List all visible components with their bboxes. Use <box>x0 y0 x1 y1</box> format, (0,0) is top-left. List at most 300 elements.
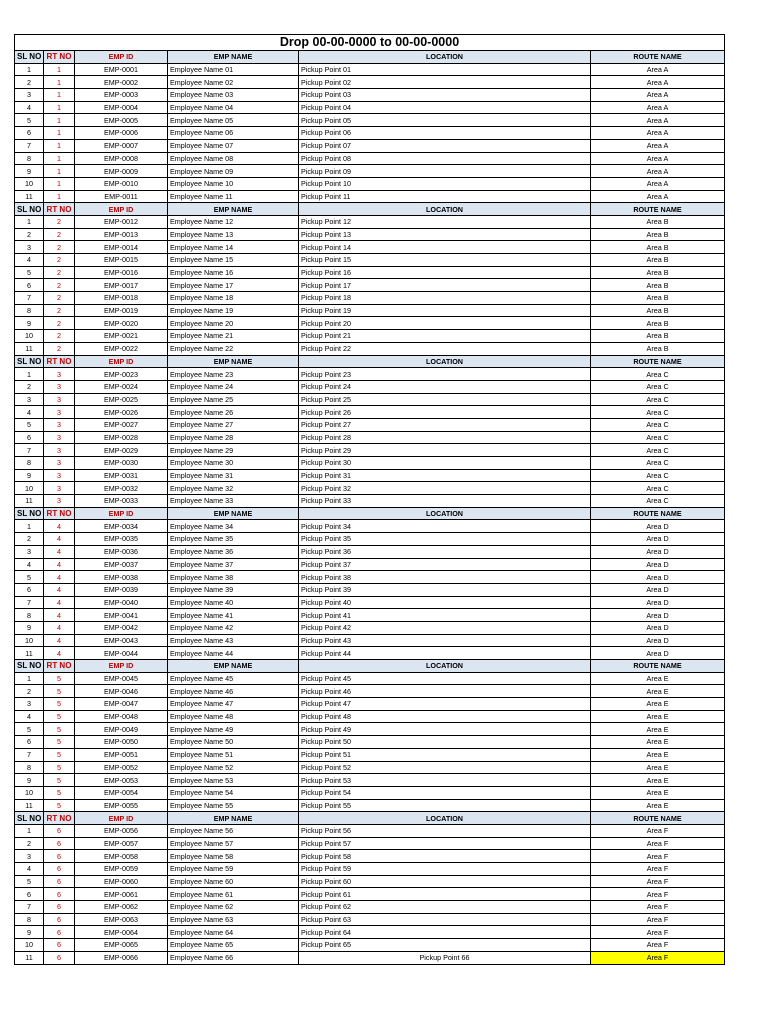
emp-id-cell: EMP-0052 <box>75 761 168 774</box>
sl-no-cell: 5 <box>15 266 44 279</box>
route-name-cell: Area B <box>591 228 725 241</box>
emp-id-cell: EMP-0008 <box>75 152 168 165</box>
sl-no-cell: 8 <box>15 304 44 317</box>
emp-name-cell: Employee Name 06 <box>168 127 299 140</box>
sl-no-cell: 9 <box>15 165 44 178</box>
emp-id-header: EMP ID <box>75 203 168 216</box>
sl-no-header: SL NO <box>15 507 44 520</box>
emp-name-header: EMP NAME <box>168 660 299 673</box>
emp-name-cell: Employee Name 31 <box>168 469 299 482</box>
table-row <box>15 63 725 76</box>
route-name-cell: Area B <box>591 279 725 292</box>
header-row <box>15 51 725 64</box>
route-name-cell: Area C <box>591 495 725 508</box>
emp-id-cell: EMP-0025 <box>75 393 168 406</box>
location-cell: Pickup Point 22 <box>299 342 591 355</box>
emp-name-cell: Employee Name 36 <box>168 545 299 558</box>
route-name-cell: Area A <box>591 127 725 140</box>
route-no-cell: 4 <box>44 621 75 634</box>
emp-id-cell: EMP-0048 <box>75 710 168 723</box>
location-cell: Pickup Point 27 <box>299 418 591 431</box>
route-name-cell: Area B <box>591 292 725 305</box>
location-cell: Pickup Point 47 <box>299 698 591 711</box>
sl-no-cell: 8 <box>15 761 44 774</box>
sl-no-cell: 10 <box>15 330 44 343</box>
emp-name-cell: Employee Name 27 <box>168 418 299 431</box>
route-name-cell: Area D <box>591 609 725 622</box>
sl-no-cell: 2 <box>15 533 44 546</box>
table-row <box>15 215 725 228</box>
route-name-cell: Area B <box>591 330 725 343</box>
location-cell: Pickup Point 17 <box>299 279 591 292</box>
route-name-cell: Area E <box>591 698 725 711</box>
location-cell: Pickup Point 38 <box>299 571 591 584</box>
emp-name-cell: Employee Name 16 <box>168 266 299 279</box>
location-cell: Pickup Point 35 <box>299 533 591 546</box>
route-name-cell: Area A <box>591 190 725 203</box>
sl-no-cell: 9 <box>15 926 44 939</box>
route-no-cell: 6 <box>44 850 75 863</box>
emp-name-cell: Employee Name 33 <box>168 495 299 508</box>
emp-name-cell: Employee Name 41 <box>168 609 299 622</box>
emp-name-cell: Employee Name 08 <box>168 152 299 165</box>
route-no-cell: 5 <box>44 774 75 787</box>
route-no-header: RT NO <box>44 812 75 825</box>
emp-id-cell: EMP-0037 <box>75 558 168 571</box>
route-no-cell: 4 <box>44 583 75 596</box>
route-name-cell: Area E <box>591 748 725 761</box>
location-cell: Pickup Point 66 <box>299 951 591 964</box>
route-name-cell: Area E <box>591 774 725 787</box>
emp-id-cell: EMP-0055 <box>75 799 168 812</box>
table-row <box>15 951 725 964</box>
location-cell: Pickup Point 46 <box>299 685 591 698</box>
location-cell: Pickup Point 56 <box>299 824 591 837</box>
sl-no-cell: 3 <box>15 698 44 711</box>
table-row <box>15 634 725 647</box>
emp-name-cell: Employee Name 28 <box>168 431 299 444</box>
table-row <box>15 913 725 926</box>
sl-no-cell: 2 <box>15 685 44 698</box>
route-no-cell: 3 <box>44 431 75 444</box>
location-cell: Pickup Point 53 <box>299 774 591 787</box>
emp-name-cell: Employee Name 59 <box>168 863 299 876</box>
table-row <box>15 89 725 102</box>
location-cell: Pickup Point 21 <box>299 330 591 343</box>
emp-id-cell: EMP-0031 <box>75 469 168 482</box>
table-row <box>15 330 725 343</box>
location-cell: Pickup Point 64 <box>299 926 591 939</box>
emp-id-cell: EMP-0040 <box>75 596 168 609</box>
route-name-header: ROUTE NAME <box>591 51 725 64</box>
route-no-cell: 2 <box>44 215 75 228</box>
sl-no-cell: 3 <box>15 241 44 254</box>
emp-id-cell: EMP-0033 <box>75 495 168 508</box>
emp-id-cell: EMP-0057 <box>75 837 168 850</box>
sl-no-cell: 11 <box>15 190 44 203</box>
table-row <box>15 114 725 127</box>
emp-name-cell: Employee Name 13 <box>168 228 299 241</box>
route-no-cell: 6 <box>44 926 75 939</box>
route-name-cell: Area E <box>591 736 725 749</box>
emp-name-cell: Employee Name 25 <box>168 393 299 406</box>
location-cell: Pickup Point 55 <box>299 799 591 812</box>
location-cell: Pickup Point 25 <box>299 393 591 406</box>
route-no-cell: 2 <box>44 241 75 254</box>
table-row <box>15 393 725 406</box>
sl-no-cell: 9 <box>15 317 44 330</box>
location-cell: Pickup Point 52 <box>299 761 591 774</box>
emp-name-cell: Employee Name 37 <box>168 558 299 571</box>
sl-no-cell: 7 <box>15 139 44 152</box>
location-header: LOCATION <box>299 355 591 368</box>
sl-no-cell: 10 <box>15 939 44 952</box>
sl-no-header: SL NO <box>15 51 44 64</box>
route-name-cell: Area F <box>591 850 725 863</box>
table-row <box>15 457 725 470</box>
emp-name-cell: Employee Name 57 <box>168 837 299 850</box>
sl-no-cell: 9 <box>15 774 44 787</box>
emp-name-cell: Employee Name 29 <box>168 444 299 457</box>
route-name-cell: Area C <box>591 444 725 457</box>
table-row <box>15 368 725 381</box>
emp-name-cell: Employee Name 21 <box>168 330 299 343</box>
table-row <box>15 824 725 837</box>
route-no-cell: 2 <box>44 266 75 279</box>
route-name-cell: Area B <box>591 254 725 267</box>
emp-id-header: EMP ID <box>75 355 168 368</box>
sl-no-cell: 3 <box>15 850 44 863</box>
route-name-cell: Area F <box>591 926 725 939</box>
location-cell: Pickup Point 18 <box>299 292 591 305</box>
emp-name-cell: Employee Name 22 <box>168 342 299 355</box>
sl-no-cell: 8 <box>15 913 44 926</box>
sl-no-header: SL NO <box>15 660 44 673</box>
route-no-cell: 3 <box>44 444 75 457</box>
location-cell: Pickup Point 50 <box>299 736 591 749</box>
emp-name-cell: Employee Name 51 <box>168 748 299 761</box>
emp-id-cell: EMP-0053 <box>75 774 168 787</box>
title-row <box>15 35 725 51</box>
route-no-cell: 4 <box>44 571 75 584</box>
route-no-cell: 4 <box>44 533 75 546</box>
emp-id-cell: EMP-0007 <box>75 139 168 152</box>
table-row <box>15 482 725 495</box>
location-header: LOCATION <box>299 812 591 825</box>
emp-name-cell: Employee Name 12 <box>168 215 299 228</box>
route-name-cell: Area B <box>591 241 725 254</box>
table-row <box>15 279 725 292</box>
route-name-cell: Area D <box>591 634 725 647</box>
sl-no-cell: 6 <box>15 888 44 901</box>
location-cell: Pickup Point 30 <box>299 457 591 470</box>
table-row <box>15 380 725 393</box>
route-no-cell: 2 <box>44 228 75 241</box>
table-row <box>15 736 725 749</box>
emp-name-cell: Employee Name 38 <box>168 571 299 584</box>
route-name-cell: Area D <box>591 596 725 609</box>
emp-name-cell: Employee Name 60 <box>168 875 299 888</box>
emp-id-cell: EMP-0020 <box>75 317 168 330</box>
location-cell: Pickup Point 08 <box>299 152 591 165</box>
emp-id-cell: EMP-0005 <box>75 114 168 127</box>
table-row <box>15 127 725 140</box>
sl-no-cell: 11 <box>15 342 44 355</box>
table-row <box>15 748 725 761</box>
location-cell: Pickup Point 11 <box>299 190 591 203</box>
location-header: LOCATION <box>299 660 591 673</box>
route-name-cell: Area F <box>591 824 725 837</box>
route-name-cell: Area D <box>591 533 725 546</box>
location-cell: Pickup Point 62 <box>299 901 591 914</box>
table-row <box>15 495 725 508</box>
route-no-cell: 2 <box>44 279 75 292</box>
header-row <box>15 507 725 520</box>
route-no-cell: 2 <box>44 330 75 343</box>
location-cell: Pickup Point 14 <box>299 241 591 254</box>
emp-name-cell: Employee Name 45 <box>168 672 299 685</box>
location-cell: Pickup Point 33 <box>299 495 591 508</box>
route-no-cell: 1 <box>44 63 75 76</box>
emp-id-cell: EMP-0038 <box>75 571 168 584</box>
route-no-cell: 3 <box>44 457 75 470</box>
sl-no-cell: 6 <box>15 736 44 749</box>
emp-name-cell: Employee Name 40 <box>168 596 299 609</box>
emp-id-cell: EMP-0017 <box>75 279 168 292</box>
route-no-cell: 3 <box>44 482 75 495</box>
emp-name-cell: Employee Name 34 <box>168 520 299 533</box>
location-cell: Pickup Point 13 <box>299 228 591 241</box>
emp-id-cell: EMP-0032 <box>75 482 168 495</box>
route-no-cell: 4 <box>44 609 75 622</box>
location-cell: Pickup Point 04 <box>299 101 591 114</box>
emp-name-cell: Employee Name 11 <box>168 190 299 203</box>
route-no-cell: 1 <box>44 165 75 178</box>
table-row <box>15 875 725 888</box>
route-no-cell: 3 <box>44 380 75 393</box>
emp-id-header: EMP ID <box>75 812 168 825</box>
location-cell: Pickup Point 09 <box>299 165 591 178</box>
sl-no-header: SL NO <box>15 355 44 368</box>
emp-name-cell: Employee Name 02 <box>168 76 299 89</box>
emp-name-cell: Employee Name 61 <box>168 888 299 901</box>
emp-id-cell: EMP-0065 <box>75 939 168 952</box>
emp-id-cell: EMP-0009 <box>75 165 168 178</box>
route-no-header: RT NO <box>44 203 75 216</box>
route-name-header: ROUTE NAME <box>591 355 725 368</box>
emp-id-cell: EMP-0050 <box>75 736 168 749</box>
route-no-cell: 6 <box>44 951 75 964</box>
emp-id-cell: EMP-0054 <box>75 786 168 799</box>
table-row <box>15 596 725 609</box>
table-row <box>15 621 725 634</box>
table-row <box>15 266 725 279</box>
table-row <box>15 698 725 711</box>
emp-id-cell: EMP-0023 <box>75 368 168 381</box>
route-name-cell: Area D <box>591 571 725 584</box>
emp-id-cell: EMP-0061 <box>75 888 168 901</box>
table-row <box>15 837 725 850</box>
table-row <box>15 152 725 165</box>
route-no-header: RT NO <box>44 51 75 64</box>
header-row <box>15 812 725 825</box>
route-name-cell: Area F <box>591 837 725 850</box>
route-name-cell: Area D <box>591 545 725 558</box>
route-name-cell: Area D <box>591 583 725 596</box>
table-row <box>15 672 725 685</box>
table-row <box>15 418 725 431</box>
route-name-cell: Area C <box>591 393 725 406</box>
route-no-cell: 1 <box>44 152 75 165</box>
location-cell: Pickup Point 51 <box>299 748 591 761</box>
table-row <box>15 939 725 952</box>
emp-name-cell: Employee Name 64 <box>168 926 299 939</box>
location-cell: Pickup Point 43 <box>299 634 591 647</box>
route-no-cell: 4 <box>44 520 75 533</box>
route-no-cell: 2 <box>44 292 75 305</box>
emp-id-cell: EMP-0029 <box>75 444 168 457</box>
table-row <box>15 469 725 482</box>
table-row <box>15 254 725 267</box>
route-no-header: RT NO <box>44 355 75 368</box>
emp-name-cell: Employee Name 35 <box>168 533 299 546</box>
sl-no-cell: 3 <box>15 545 44 558</box>
sl-no-cell: 6 <box>15 127 44 140</box>
route-name-cell: Area E <box>591 723 725 736</box>
route-name-cell: Area E <box>591 761 725 774</box>
emp-id-header: EMP ID <box>75 660 168 673</box>
sl-no-cell: 8 <box>15 152 44 165</box>
emp-id-cell: EMP-0035 <box>75 533 168 546</box>
route-no-cell: 2 <box>44 317 75 330</box>
emp-id-cell: EMP-0014 <box>75 241 168 254</box>
sl-no-cell: 3 <box>15 89 44 102</box>
table-row <box>15 533 725 546</box>
route-name-cell: Area E <box>591 672 725 685</box>
route-no-cell: 1 <box>44 89 75 102</box>
emp-id-cell: EMP-0024 <box>75 380 168 393</box>
route-no-cell: 4 <box>44 634 75 647</box>
route-no-header: RT NO <box>44 507 75 520</box>
sl-no-cell: 9 <box>15 621 44 634</box>
emp-name-cell: Employee Name 46 <box>168 685 299 698</box>
sl-no-cell: 10 <box>15 177 44 190</box>
route-name-cell: Area F <box>591 913 725 926</box>
sl-no-cell: 1 <box>15 520 44 533</box>
emp-name-cell: Employee Name 14 <box>168 241 299 254</box>
table-row <box>15 901 725 914</box>
sl-no-cell: 7 <box>15 748 44 761</box>
route-name-cell: Area A <box>591 89 725 102</box>
table-row <box>15 317 725 330</box>
emp-name-cell: Employee Name 50 <box>168 736 299 749</box>
route-name-cell: Area F <box>591 875 725 888</box>
table-row <box>15 926 725 939</box>
emp-name-cell: Employee Name 39 <box>168 583 299 596</box>
table-row <box>15 799 725 812</box>
emp-name-cell: Employee Name 30 <box>168 457 299 470</box>
sl-no-cell: 1 <box>15 215 44 228</box>
emp-id-cell: EMP-0046 <box>75 685 168 698</box>
emp-id-cell: EMP-0062 <box>75 901 168 914</box>
route-no-cell: 4 <box>44 545 75 558</box>
route-no-cell: 5 <box>44 672 75 685</box>
emp-id-cell: EMP-0047 <box>75 698 168 711</box>
route-name-cell: Area C <box>591 418 725 431</box>
emp-name-cell: Employee Name 32 <box>168 482 299 495</box>
emp-id-cell: EMP-0022 <box>75 342 168 355</box>
table-row <box>15 761 725 774</box>
emp-name-cell: Employee Name 04 <box>168 101 299 114</box>
sl-no-cell: 2 <box>15 837 44 850</box>
route-name-header: ROUTE NAME <box>591 203 725 216</box>
sl-no-cell: 5 <box>15 875 44 888</box>
emp-id-cell: EMP-0043 <box>75 634 168 647</box>
header-row <box>15 660 725 673</box>
drop-schedule-table <box>14 34 725 965</box>
sl-no-header: SL NO <box>15 203 44 216</box>
location-cell: Pickup Point 36 <box>299 545 591 558</box>
location-cell: Pickup Point 48 <box>299 710 591 723</box>
emp-name-cell: Employee Name 53 <box>168 774 299 787</box>
emp-id-cell: EMP-0063 <box>75 913 168 926</box>
sl-no-cell: 4 <box>15 101 44 114</box>
route-no-cell: 5 <box>44 786 75 799</box>
table-row <box>15 76 725 89</box>
route-no-cell: 6 <box>44 888 75 901</box>
table-row <box>15 342 725 355</box>
emp-id-cell: EMP-0036 <box>75 545 168 558</box>
table-row <box>15 431 725 444</box>
emp-name-cell: Employee Name 56 <box>168 824 299 837</box>
emp-id-cell: EMP-0018 <box>75 292 168 305</box>
sl-no-cell: 5 <box>15 571 44 584</box>
route-name-cell: Area F <box>591 901 725 914</box>
emp-id-cell: EMP-0049 <box>75 723 168 736</box>
route-no-cell: 1 <box>44 114 75 127</box>
table-row <box>15 520 725 533</box>
sl-no-cell: 5 <box>15 723 44 736</box>
sl-no-cell: 9 <box>15 469 44 482</box>
route-name-cell: Area F <box>591 951 725 964</box>
route-no-cell: 6 <box>44 837 75 850</box>
location-cell: Pickup Point 28 <box>299 431 591 444</box>
route-no-cell: 4 <box>44 596 75 609</box>
route-no-cell: 5 <box>44 761 75 774</box>
location-cell: Pickup Point 06 <box>299 127 591 140</box>
sl-no-cell: 4 <box>15 710 44 723</box>
emp-name-cell: Employee Name 01 <box>168 63 299 76</box>
location-cell: Pickup Point 02 <box>299 76 591 89</box>
route-name-cell: Area C <box>591 469 725 482</box>
emp-name-cell: Employee Name 20 <box>168 317 299 330</box>
location-cell: Pickup Point 23 <box>299 368 591 381</box>
emp-name-cell: Employee Name 47 <box>168 698 299 711</box>
emp-name-cell: Employee Name 55 <box>168 799 299 812</box>
emp-name-cell: Employee Name 07 <box>168 139 299 152</box>
sl-no-cell: 3 <box>15 393 44 406</box>
sl-no-cell: 2 <box>15 228 44 241</box>
emp-id-cell: EMP-0010 <box>75 177 168 190</box>
location-cell: Pickup Point 49 <box>299 723 591 736</box>
location-cell: Pickup Point 19 <box>299 304 591 317</box>
location-cell: Pickup Point 58 <box>299 850 591 863</box>
sl-no-cell: 6 <box>15 431 44 444</box>
emp-name-header: EMP NAME <box>168 203 299 216</box>
emp-id-cell: EMP-0002 <box>75 76 168 89</box>
route-name-cell: Area A <box>591 177 725 190</box>
sl-no-cell: 1 <box>15 672 44 685</box>
